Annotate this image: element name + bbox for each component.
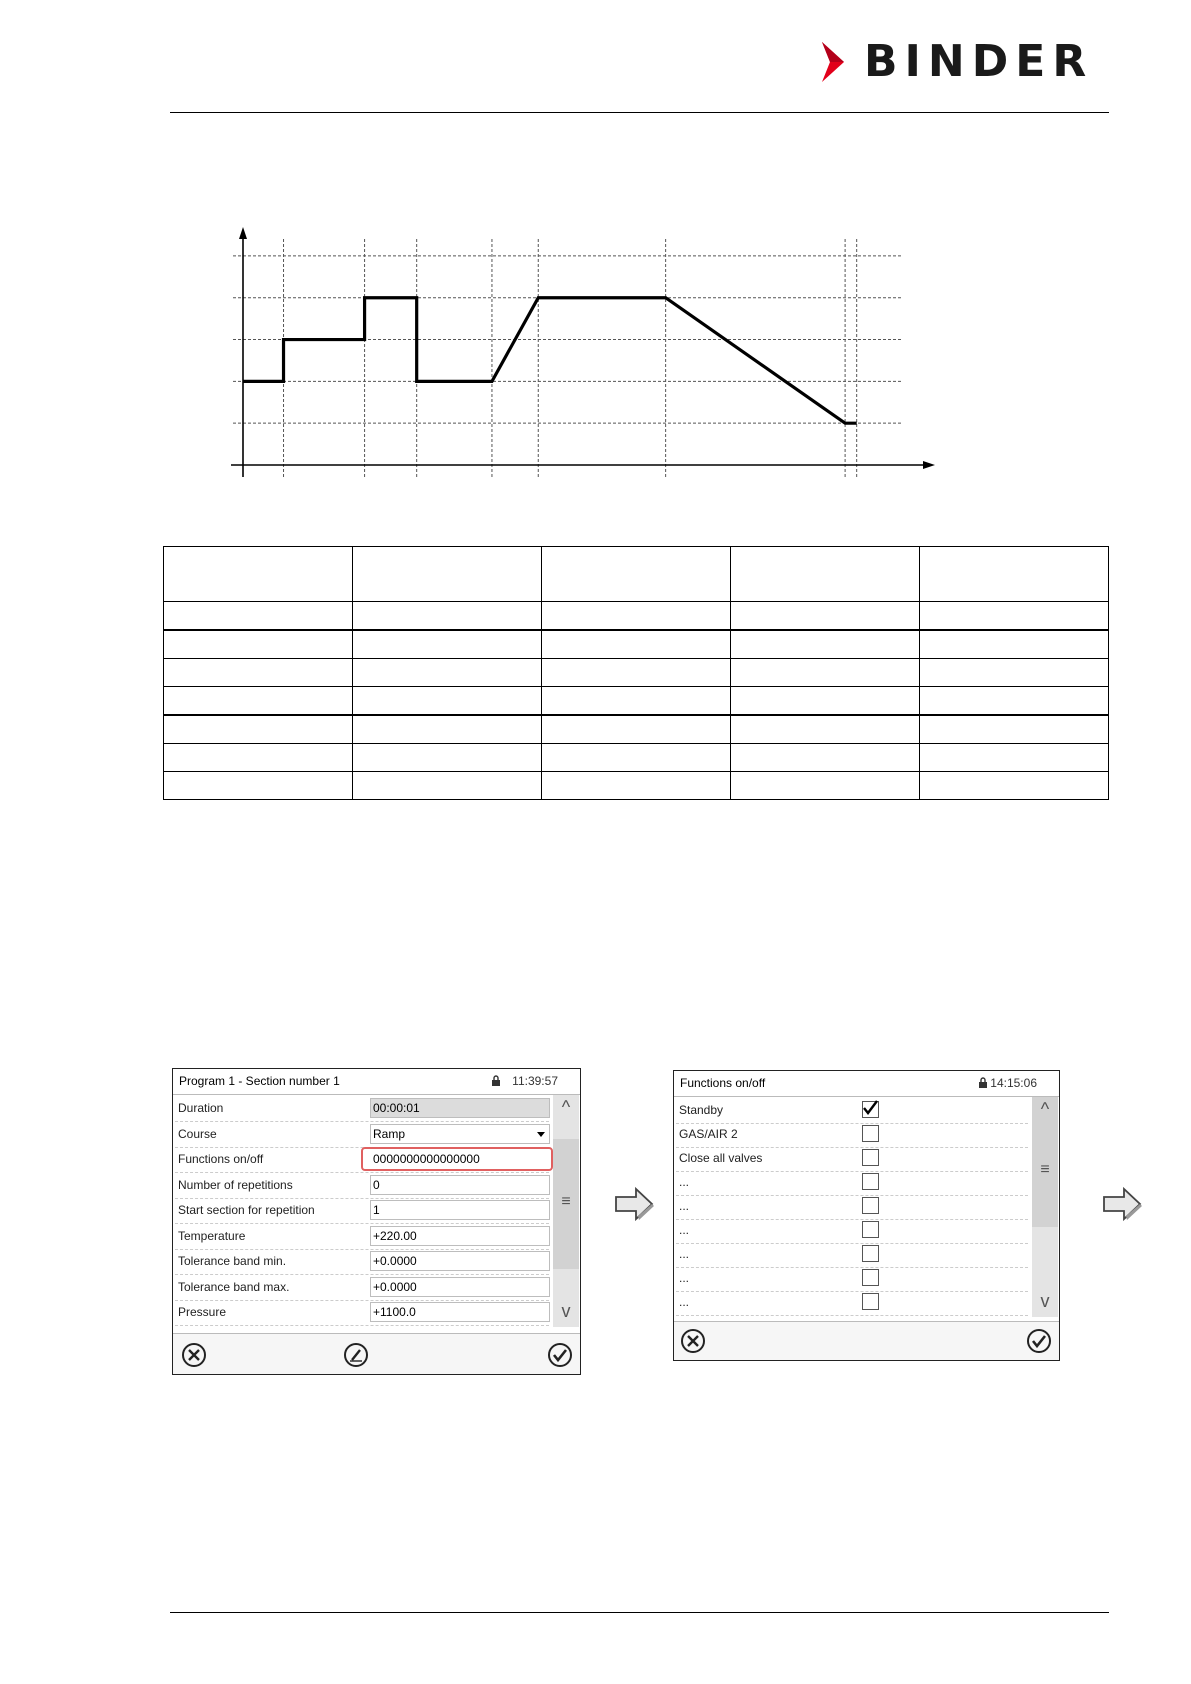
function-row[interactable] <box>676 1146 1028 1172</box>
table-cell <box>731 687 920 716</box>
header-rule <box>170 112 1109 113</box>
table-row <box>164 630 1109 659</box>
parameter-value: +0.0000 <box>373 1279 417 1294</box>
screen-title: Functions on/off <box>680 1076 766 1090</box>
function-label: ... <box>679 1199 690 1213</box>
parameter-value-field[interactable] <box>370 1200 550 1220</box>
function-checkbox[interactable] <box>862 1221 879 1238</box>
program-section-screen <box>172 1068 581 1375</box>
function-label: Standby <box>679 1103 724 1117</box>
cancel-icon[interactable] <box>680 1328 706 1354</box>
table-cell <box>164 772 353 800</box>
parameter-value: 1 <box>373 1203 380 1217</box>
table-row <box>164 715 1109 744</box>
parameter-label: Pressure <box>178 1305 227 1319</box>
function-label: ... <box>679 1223 690 1237</box>
function-label: ... <box>679 1247 690 1261</box>
function-checkbox[interactable] <box>862 1149 879 1166</box>
table-cell <box>731 715 920 744</box>
parameter-value: 00:00:01 <box>373 1101 420 1115</box>
function-checkbox[interactable] <box>862 1269 879 1286</box>
table-cell <box>353 772 542 800</box>
function-label: ... <box>679 1175 690 1189</box>
parameter-value: 0000000000000000 <box>373 1152 480 1166</box>
screen-button-bar <box>173 1333 580 1374</box>
parameter-label: Number of repetitions <box>178 1177 293 1192</box>
scroll-down-button[interactable]: v <box>1040 1291 1050 1311</box>
parameter-row[interactable] <box>175 1147 549 1173</box>
table-cell <box>731 630 920 659</box>
table-cell <box>731 659 920 687</box>
scroll-down-button[interactable]: v <box>561 1301 571 1321</box>
table-cell <box>920 547 1109 602</box>
screen-title: Program 1 - Section number 1 <box>179 1074 340 1088</box>
parameter-value-field[interactable] <box>370 1098 550 1118</box>
footer-rule <box>170 1612 1109 1613</box>
function-row[interactable] <box>676 1242 1028 1268</box>
functions-screen <box>673 1070 1060 1361</box>
table-cell <box>542 602 731 631</box>
parameter-label: Course <box>178 1126 217 1141</box>
function-checkbox[interactable] <box>862 1101 879 1118</box>
table-cell <box>542 687 731 716</box>
parameter-row[interactable] <box>175 1249 549 1275</box>
function-row[interactable] <box>676 1098 1028 1124</box>
parameter-label: Tolerance band max. <box>178 1279 290 1294</box>
program-curve <box>243 298 857 423</box>
table-cell <box>542 630 731 659</box>
table-cell <box>542 547 731 602</box>
table-cell <box>542 659 731 687</box>
function-label: ... <box>679 1271 690 1285</box>
table-cell <box>920 659 1109 687</box>
parameter-label: Start section for repetition <box>178 1203 315 1217</box>
parameter-label: Functions on/off <box>178 1152 264 1166</box>
parameter-value: +1100.0 <box>373 1305 416 1319</box>
function-row[interactable] <box>676 1122 1028 1148</box>
table-row <box>164 659 1109 687</box>
table-cell <box>920 744 1109 772</box>
function-checkbox[interactable] <box>862 1197 879 1214</box>
function-row[interactable] <box>676 1266 1028 1292</box>
binder-logo <box>820 38 1120 86</box>
table-cell <box>731 547 920 602</box>
table-cell <box>731 744 920 772</box>
function-checkbox[interactable] <box>862 1293 879 1310</box>
table-cell <box>542 715 731 744</box>
table-cell <box>353 602 542 631</box>
confirm-icon[interactable] <box>547 1342 573 1368</box>
program-chart <box>225 215 965 480</box>
scroll-up-button[interactable]: ^ <box>1040 1099 1050 1119</box>
function-row[interactable] <box>676 1170 1028 1196</box>
confirm-icon[interactable] <box>1026 1328 1052 1354</box>
table-cell <box>731 772 920 800</box>
edit-icon[interactable] <box>343 1342 369 1368</box>
table-cell <box>542 772 731 800</box>
table-cell <box>353 687 542 716</box>
table-row <box>164 687 1109 716</box>
x-axis-arrowhead <box>923 461 935 469</box>
table-cell <box>164 602 353 631</box>
screen-button-bar <box>674 1321 1059 1360</box>
table-cell <box>353 744 542 772</box>
binder-logo-mark <box>820 40 864 84</box>
parameter-row[interactable] <box>175 1096 549 1122</box>
table-cell <box>920 630 1109 659</box>
table-cell <box>164 547 353 602</box>
function-checkbox[interactable] <box>862 1173 879 1190</box>
table-cell <box>920 687 1109 716</box>
function-label: Close all valves <box>679 1151 763 1165</box>
table-cell <box>731 602 920 631</box>
parameter-row[interactable] <box>175 1173 549 1199</box>
lock-icon <box>490 1075 502 1087</box>
function-label: GAS/AIR 2 <box>679 1127 738 1141</box>
function-row[interactable] <box>676 1290 1028 1316</box>
parameter-row[interactable] <box>175 1300 549 1326</box>
scroll-menu-icon[interactable]: ≡ <box>561 1193 571 1210</box>
checkmark-icon <box>862 1099 879 1116</box>
parameter-value: 0 <box>373 1177 380 1192</box>
table-row <box>164 602 1109 631</box>
parameter-value-field[interactable] <box>370 1226 550 1246</box>
parameter-label: Tolerance band min. <box>178 1254 287 1268</box>
table-header-row <box>164 547 1109 602</box>
clock-time: 14:15:06 <box>990 1076 1037 1090</box>
table-cell <box>164 659 353 687</box>
right-arrow-icon <box>1102 1186 1144 1222</box>
function-row[interactable] <box>676 1194 1028 1220</box>
table-cell <box>920 715 1109 744</box>
brand-name: BINDER <box>864 36 1094 87</box>
right-arrow-icon <box>614 1186 656 1222</box>
cancel-icon[interactable] <box>181 1342 207 1368</box>
function-checkbox[interactable] <box>862 1125 879 1142</box>
table-cell <box>164 715 353 744</box>
parameter-value-field[interactable] <box>370 1277 550 1297</box>
parameter-value-field[interactable] <box>370 1302 550 1322</box>
scroll-up-button[interactable]: ^ <box>561 1097 571 1117</box>
table-row <box>164 744 1109 772</box>
table-cell <box>920 602 1109 631</box>
table-cell <box>164 687 353 716</box>
table-row <box>164 772 1109 800</box>
parameter-label: Temperature <box>178 1228 246 1243</box>
parameter-label: Duration <box>178 1101 224 1115</box>
table-cell <box>353 659 542 687</box>
chevron-down-icon[interactable] <box>537 1132 545 1137</box>
table-cell <box>542 744 731 772</box>
table-cell <box>353 715 542 744</box>
function-checkbox[interactable] <box>862 1245 879 1262</box>
clock-time: 11:39:57 <box>512 1074 558 1088</box>
parameter-value: +0.0000 <box>373 1254 417 1268</box>
section-table <box>163 546 1109 800</box>
parameter-value-field[interactable] <box>370 1251 550 1271</box>
parameter-row[interactable] <box>175 1275 549 1301</box>
parameter-value: Ramp <box>373 1126 406 1141</box>
parameter-value: +220.00 <box>373 1228 417 1243</box>
lock-icon <box>977 1077 989 1089</box>
table-cell <box>920 772 1109 800</box>
parameter-value-field[interactable] <box>361 1147 553 1171</box>
table-cell <box>353 547 542 602</box>
parameter-row[interactable] <box>175 1122 549 1148</box>
parameter-value-field[interactable] <box>370 1175 550 1195</box>
function-row[interactable] <box>676 1218 1028 1244</box>
function-label: ... <box>679 1295 690 1309</box>
table-cell <box>353 630 542 659</box>
table-cell <box>164 744 353 772</box>
table-cell <box>164 630 353 659</box>
parameter-row[interactable] <box>175 1198 549 1224</box>
scroll-menu-icon[interactable]: ≡ <box>1040 1161 1050 1178</box>
parameter-row[interactable] <box>175 1224 549 1250</box>
y-axis-arrowhead <box>239 227 247 239</box>
course-select[interactable] <box>370 1124 550 1144</box>
